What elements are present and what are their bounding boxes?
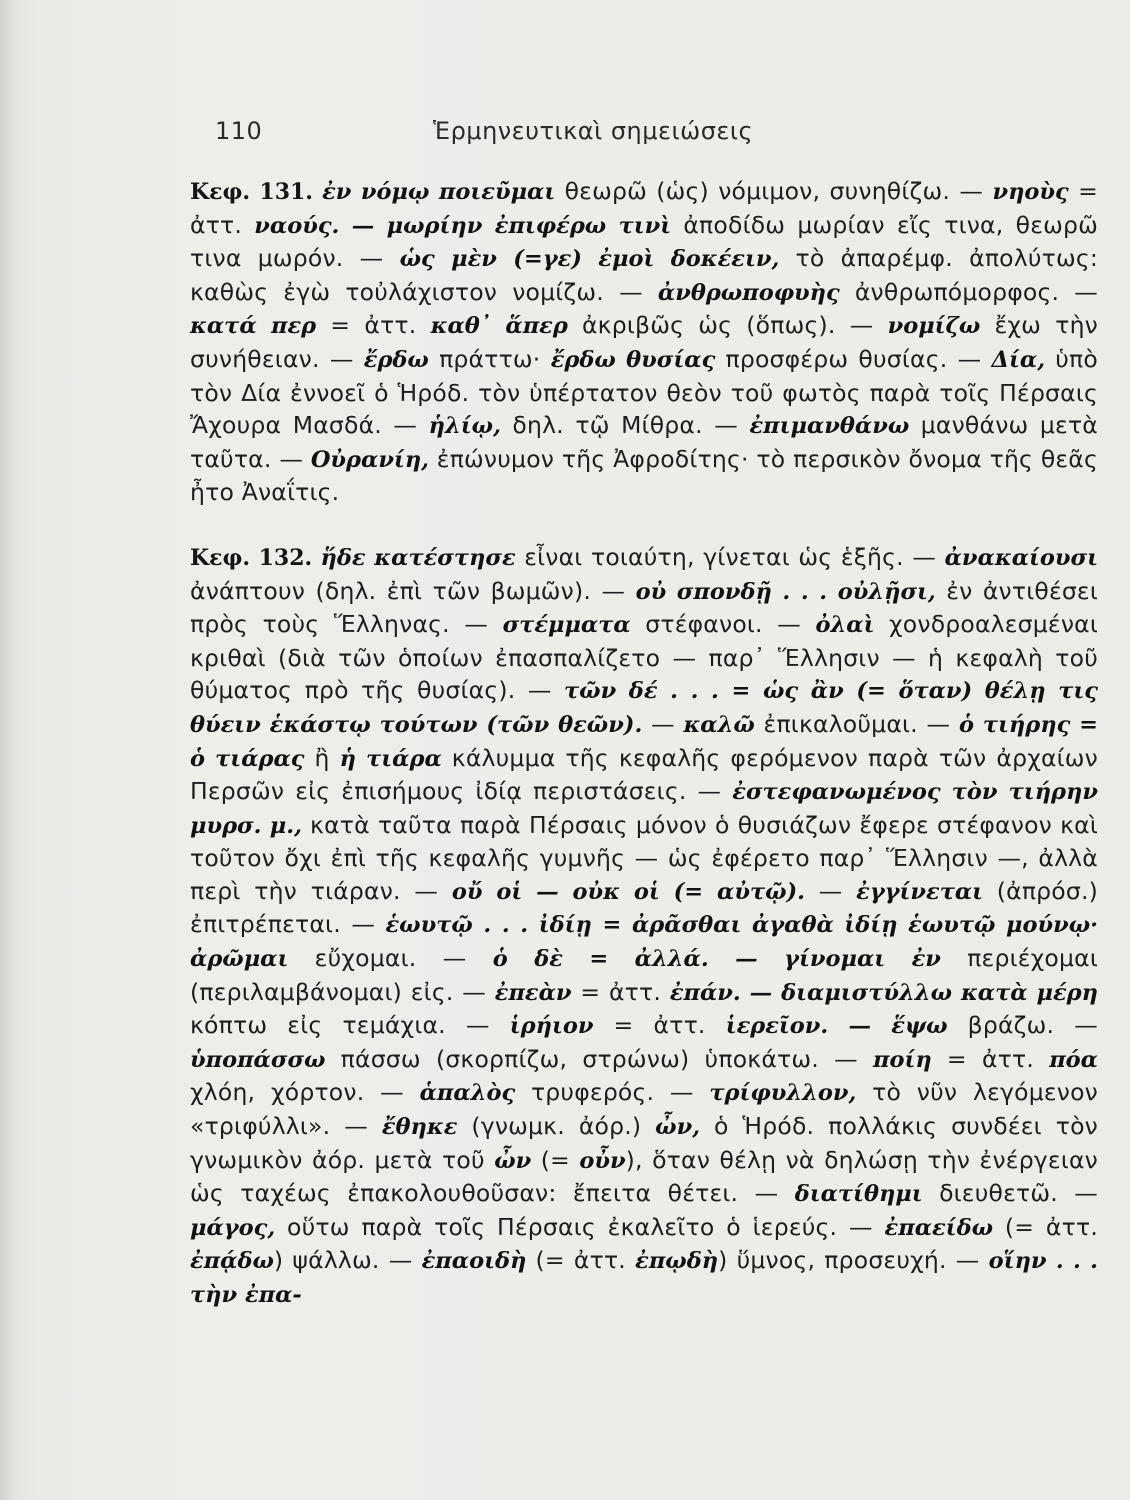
- lemma-term: ἐπαοιδὴ: [421, 1248, 527, 1275]
- section-text: [190, 177, 1098, 506]
- lemma-term: ἐπιμανθάνω: [749, 413, 910, 440]
- gloss-text: (=: [531, 1145, 580, 1174]
- lemma-term: νηοὺς: [992, 179, 1069, 205]
- gloss-text: κόπτω εἰς τεμάχια. —: [190, 1011, 510, 1040]
- lemma-term: ἔθηκε: [381, 1114, 458, 1141]
- gloss-text: ἀνθρωπόμορφος. —: [839, 277, 1098, 306]
- page-number: 110: [215, 117, 263, 145]
- lemma-term: ἐπεὰν: [494, 979, 572, 1006]
- lemma-term: ὁ δὲ = ἀλλά. — γίνομαι ἐν: [492, 946, 941, 973]
- lemma-term: νομίζω: [887, 313, 981, 340]
- lemma-term: ἐγγίνεται: [856, 878, 984, 905]
- gloss-text: εὔχομαι. —: [288, 944, 493, 973]
- gloss-text: πάσσω (σκορπίζω, στρώνω) ὑποκάτω. —: [325, 1044, 873, 1073]
- gloss-text: = ἀττ.: [931, 1044, 1050, 1073]
- gloss-text: ὁ Ἡρόδ. πολλάκις συνδέει τὸν γνωμικὸν ἀόρ. μετὰ τοῦ: [190, 1112, 1098, 1174]
- gloss-text: τρυφερός. —: [515, 1078, 710, 1107]
- gloss-text: ἀποδίδω μωρίαν εἴς τινα, θεωρῶ τινα μωρόν. —: [190, 210, 1098, 273]
- running-title: Ἑρμηνευτικαὶ σημειώσεις: [433, 117, 754, 145]
- section-chapter-131: [190, 175, 1098, 509]
- lemma-term: μάγος,: [190, 1214, 276, 1241]
- lemma-term: Οὐρανίη,: [310, 446, 430, 473]
- lemma-term: ἀνθρωποφυὴς: [657, 279, 840, 306]
- gloss-text: = ἀττ.: [316, 311, 431, 340]
- gloss-text: ἐπικαλοῦμαι. —: [754, 709, 959, 738]
- lemma-term: ἀνακαίουσι: [944, 544, 1098, 571]
- lemma-term: ἐπῳδὴ: [635, 1248, 719, 1275]
- gloss-text: περιέχομαι (περιλαμβάνομαι) εἰς. —: [190, 944, 1098, 1006]
- gloss-text: (= ἀττ.: [993, 1212, 1098, 1241]
- gloss-text: ἔχω τὴν συνήθειαν. —: [190, 311, 1098, 373]
- lemma-term: ἐστεφανωμένος τὸν τιήρην μυρσ. μ.,: [190, 779, 1098, 839]
- commentary-body: [190, 175, 1098, 1312]
- gloss-text: προσφέρω θυσίας. —: [715, 344, 992, 373]
- lemma-term: Δία,: [991, 346, 1046, 373]
- gloss-text: τὸ ἀπαρέμφ. ἀπολύτως: καθὼς ἐγὼ τοὐλάχιστον νομίζω. —: [190, 244, 1098, 306]
- gloss-text: ), ὅταν θέλῃ νὰ δηλώσῃ τὴν ἐνέργειαν ὡς ταχέως ἐπακολουθοῦσαν: ἔπειτα θέτει. —: [190, 1145, 1098, 1208]
- lemma-term: ὀλαὶ: [815, 612, 875, 639]
- section-chapter-132: [190, 541, 1098, 1312]
- gloss-text: ) ὕμνος, προσευχή. —: [718, 1246, 989, 1275]
- gloss-text: ἢ: [304, 743, 340, 772]
- gloss-text: εἶναι τοιαύτη, γίνεται ὡς ἑξῆς. —: [515, 542, 945, 571]
- lemma-term: καλῶ: [683, 711, 755, 738]
- lemma-term: οὖν: [579, 1147, 626, 1174]
- gloss-text: ἐν ἀντιθέσει πρὸς τοὺς Ἕλληνας. —: [190, 576, 1098, 639]
- gloss-text: μανθάνω μετὰ ταῦτα. —: [190, 411, 1098, 473]
- lemma-term: οὔ οἱ — οὐκ οἱ (= αὐτῷ).: [451, 878, 805, 905]
- gloss-text: = ἀττ.: [593, 1011, 726, 1040]
- gloss-text: χονδροαλεσμέναι κριθαὶ (διὰ τῶν ὁποίων ἐπασπαλίζετο — παρ᾽ Ἕλλησιν — ἡ κεφαλὴ τοῦ θύματος πρὸ τῆς θυσίας). —: [190, 610, 1099, 705]
- gloss-text: = ἀττ.: [190, 177, 1098, 239]
- lemma-term: ὦν: [494, 1147, 532, 1174]
- lemma-term: ἐπαείδω: [884, 1214, 994, 1241]
- lemma-term: ἡ τιάρα: [339, 745, 442, 772]
- gloss-text: (γνωμκ. ἀόρ.): [457, 1112, 656, 1141]
- lemma-term: ναούς. — μωρίην ἐπιφέρω τινὶ: [254, 212, 672, 239]
- lemma-term: ἱερεῖον. — ἕψω: [725, 1013, 948, 1040]
- lemma-term: ἑωυτῷ . . . ἰδίῃ = ἀρᾶσθαι ἀγαθὰ ἰδίῃ ἑωυτῷ μούνῳ· ἀρῶμαι: [190, 912, 1099, 973]
- gloss-text: βράζω. —: [947, 1011, 1098, 1040]
- chapter-label: Κεφ. 132.: [190, 544, 313, 571]
- gloss-text: ἀνάπτουν (δηλ. ἐπὶ τῶν βωμῶν). —: [190, 576, 636, 605]
- lemma-term: διατίθημι: [794, 1181, 923, 1208]
- lemma-term: τῶν δέ . . . = ὡς ἂν (= ὅταν) θέλῃ τις θύειν ἑκάστῳ τούτων (τῶν θεῶν).: [190, 678, 1098, 738]
- section-text: [190, 543, 1098, 1308]
- lemma-term: οὐ σπονδῇ . . . οὐλῇσι,: [635, 578, 936, 605]
- lemma-term: πόα: [1049, 1046, 1098, 1073]
- lemma-term: ἔρδω: [363, 346, 429, 373]
- lemma-term: καθ᾽ ἅπερ: [430, 313, 568, 340]
- gloss-text: —: [642, 709, 684, 738]
- lemma-term: στέμματα: [502, 612, 631, 639]
- gloss-text: δηλ. τῷ Μίθρα. —: [500, 411, 750, 440]
- page-gutter: [0, 0, 14, 1500]
- lemma-term: ἥδε κατέστησε: [320, 544, 516, 571]
- gloss-text: χλόη, χόρτον. —: [190, 1078, 420, 1107]
- lemma-term: ἐπάν. — διαμιστύλλω κατὰ μέρη: [669, 979, 1098, 1006]
- gloss-text: (ἀπρόσ.) ἐπιτρέπεται. —: [190, 876, 1098, 939]
- lemma-term: ὑποπάσσω: [190, 1046, 326, 1073]
- lemma-term: ἐπᾴδω: [190, 1248, 274, 1275]
- lemma-term: ὡς μὲν (=γε) ἐμοὶ δοκέειν,: [399, 246, 780, 273]
- gloss-text: = ἀττ.: [571, 977, 670, 1006]
- lemma-term: ποίη: [872, 1046, 932, 1073]
- lemma-term: ἐν νόμῳ ποιεῦμαι: [322, 179, 556, 205]
- gloss-text: ὑπὸ τὸν Δία ἐννοεῖ ὁ Ἡρόδ. τὸν ὑπέρτατον θεὸν τοῦ φωτὸς παρὰ τοῖς Πέρσαις Ἄχουρα Μασδά. —: [190, 344, 1098, 440]
- lemma-term: οἵην . . . τὴν ἐπα-: [190, 1248, 1098, 1308]
- gloss-text: (= ἀττ.: [526, 1246, 636, 1275]
- gloss-text: ἀκριβῶς ὡς (ὅπως). —: [567, 311, 888, 340]
- lemma-term: ὦν,: [655, 1114, 701, 1141]
- lemma-term: ἔρδω θυσίας: [550, 346, 716, 373]
- gloss-text: διευθετῶ. —: [922, 1179, 1098, 1208]
- lemma-term: ὁ τιήρης = ὁ τιάρας: [190, 711, 1099, 772]
- gloss-text: —: [805, 876, 857, 905]
- page-header: [215, 117, 1095, 157]
- gloss-text: θεωρῶ (ὡς) νόμιμον, συνηθίζω. —: [555, 177, 993, 205]
- lemma-term: ἁπαλὸς: [419, 1080, 516, 1107]
- gloss-text: στέφανοι. —: [630, 610, 816, 639]
- lemma-term: τρίφυλλον,: [709, 1080, 857, 1107]
- gloss-text: τὸ νῦν λεγόμενον «τριφύλλι». —: [190, 1078, 1098, 1141]
- gloss-text: ἐπώνυμον τῆς Ἀφροδίτης· τὸ περσικὸν ὄνομα τῆς θεᾶς ἦτο Ἀναΐτις.: [190, 444, 1098, 507]
- gloss-text: ) ψάλλω. —: [273, 1246, 422, 1275]
- gloss-text: πράττω·: [428, 344, 551, 373]
- lemma-term: κατά περ: [190, 313, 317, 340]
- gloss-text: οὕτω παρὰ τοῖς Πέρσαις ἐκαλεῖτο ὁ ἱερεύς. —: [275, 1212, 885, 1241]
- gloss-text: κατὰ ταῦτα παρὰ Πέρσαις μόνον ὁ θυσιάζων ἔφερε στέφανον καὶ τοῦτον ὄχι ἐπὶ τῆς κεφαλῆς γυμνῆς — ὡς ἐφέρετο παρ᾽ Ἕλλησιν —, ἀλλὰ περὶ τὴν τιάραν. —: [190, 810, 1098, 905]
- gloss-text: κάλυμμα τῆς κεφαλῆς φερόμενον παρὰ τῶν ἀρχαίων Περσῶν εἰς ἐπισήμους ἰδίᾳ περιστάσεις. —: [190, 743, 1099, 806]
- lemma-term: ἱρήιον: [509, 1013, 594, 1040]
- lemma-term: ἡλίῳ,: [428, 413, 501, 440]
- chapter-label: Κεφ. 131.: [190, 179, 313, 205]
